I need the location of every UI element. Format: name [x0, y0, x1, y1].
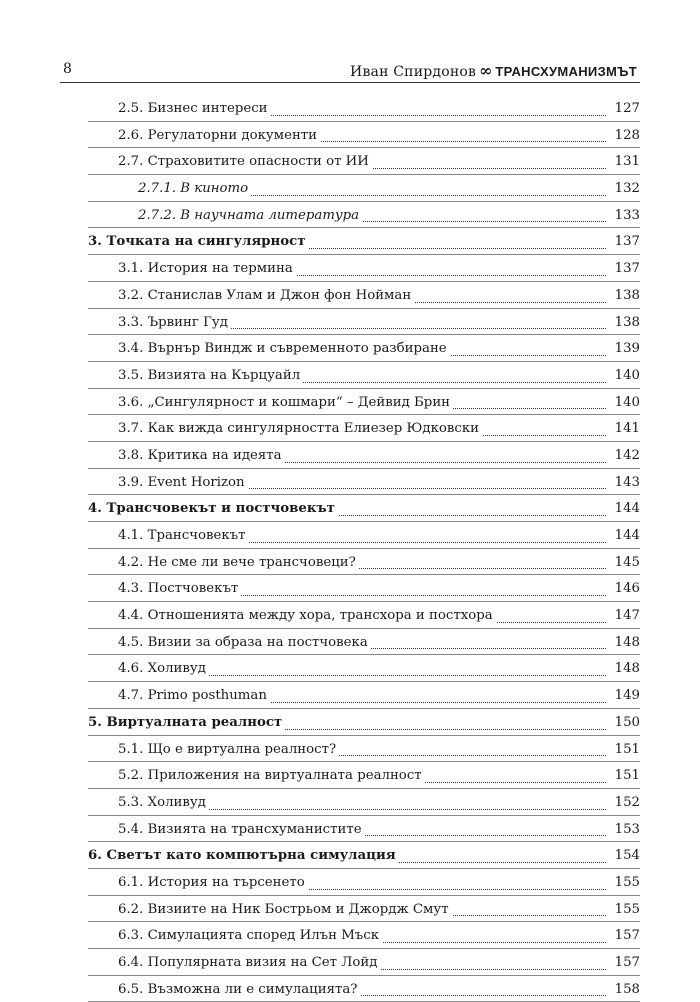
- toc-entry-title: 3.5. Визията на Кърцуайл: [118, 368, 303, 383]
- toc-entry: [60, 148, 640, 175]
- toc-entry: [60, 175, 640, 202]
- toc-entry: [60, 495, 640, 522]
- toc-entry-title: 6.1. История на търсенето: [118, 875, 308, 890]
- toc-entry: [60, 949, 640, 976]
- toc-entry-title: 3.4. Върнър Виндж и съвременното разбиране: [118, 341, 450, 356]
- toc-entry: [60, 442, 640, 469]
- toc-entry-page: 141: [614, 421, 640, 437]
- toc-entry-page: 140: [614, 367, 640, 383]
- toc-entry-title: 2.7.1. В киното: [138, 181, 251, 196]
- toc-entry-title: 2.6. Регулаторни документи: [118, 128, 320, 143]
- toc-entry-page: 150: [614, 714, 640, 730]
- header-rule: [60, 82, 640, 83]
- toc-entry-page: 139: [614, 341, 640, 357]
- toc-entry: [60, 896, 640, 923]
- toc-entry-page: 127: [614, 101, 640, 116]
- toc-entry-page: 155: [614, 874, 640, 890]
- toc-entry-page: 138: [614, 287, 640, 303]
- toc-entry: [60, 789, 640, 816]
- toc-entry-page: 128: [614, 127, 640, 143]
- toc-entry: [60, 922, 640, 949]
- toc-entry: [60, 522, 640, 549]
- author-name: Иван Спирдонов: [350, 64, 477, 80]
- toc-entry-title: 3.3. Ървинг Гуд: [118, 315, 231, 330]
- toc-entry-page: 143: [614, 474, 640, 490]
- toc-entry: [60, 362, 640, 389]
- toc-entry-title: 3.9. Event Horizon: [118, 475, 248, 490]
- toc-entry-title: 4.4. Отношенията между хора, трансхора и постхора: [118, 608, 496, 623]
- page-header: [60, 59, 640, 79]
- toc-entry-title: 5.3. Холивуд: [118, 795, 209, 810]
- toc-entry-page: 155: [614, 901, 640, 917]
- toc-entry: [60, 709, 640, 736]
- toc-entry-title: 6.4. Популярната визия на Сет Лойд: [118, 955, 380, 970]
- toc-entry: [60, 655, 640, 682]
- toc-entry-title: 2.7.2. В научната литература: [138, 208, 362, 223]
- toc-entry-page: 132: [614, 181, 640, 197]
- toc-entry-title: 4.5. Визии за образа на постчовека: [118, 635, 371, 650]
- toc-entry-page: 146: [614, 581, 640, 597]
- toc-entry-page: 149: [614, 688, 640, 704]
- toc-entry-title: 5.2. Приложения на виртуалната реалност: [118, 768, 425, 783]
- toc-entry-page: 151: [614, 741, 640, 757]
- toc-entry: [60, 228, 640, 255]
- toc-entry-page: 144: [614, 501, 640, 517]
- toc-entry-title: 3. Точката на сингулярност: [88, 234, 308, 249]
- toc-entry: [60, 549, 640, 576]
- running-head: [350, 61, 637, 80]
- toc-entry-title: 3.1. История на термина: [118, 261, 296, 276]
- toc-entry-page: 157: [614, 955, 640, 970]
- toc-entry: [60, 976, 640, 1002]
- page-number: 8: [63, 61, 72, 77]
- toc-entry: [60, 335, 640, 362]
- toc-entry-title: 3.2. Станислав Улам и Джон фон Нойман: [118, 288, 414, 303]
- toc-entry-title: 4.1. Трансчовекът: [118, 528, 249, 543]
- toc-entry: [60, 255, 640, 282]
- toc-entry-page: 157: [614, 928, 640, 944]
- toc-entry: [60, 602, 640, 629]
- toc-entry-title: 6.5. Възможна ли е симулацията?: [118, 982, 360, 997]
- toc-entry-page: 153: [614, 821, 640, 837]
- toc-entry-title: 2.5. Бизнес интереси: [118, 101, 271, 116]
- toc-entry: [60, 816, 640, 843]
- toc-entry: [60, 282, 640, 309]
- table-of-contents: [60, 95, 640, 1002]
- toc-entry: [60, 202, 640, 229]
- toc-entry-title: 3.6. „Сингулярност и кошмари“ – Дейвид Брин: [118, 395, 453, 410]
- toc-entry-title: 4. Трансчовекът и постчовекът: [88, 501, 338, 516]
- toc-entry-page: 152: [614, 794, 640, 810]
- toc-entry: [60, 629, 640, 656]
- toc-entry-title: 5.4. Визията на трансхуманистите: [118, 822, 365, 837]
- toc-entry-page: 154: [614, 848, 640, 864]
- toc-entry-page: 148: [614, 634, 640, 650]
- toc-entry-title: 6. Светът като компютърна симулация: [88, 848, 399, 863]
- book-title: ТРАНСХУМАНИЗМЪТ: [495, 64, 637, 79]
- toc-entry-page: 138: [614, 314, 640, 330]
- toc-entry-title: 2.7. Страховитите опасности от ИИ: [118, 154, 372, 169]
- toc-entry-title: 4.7. Primo posthuman: [118, 688, 270, 703]
- toc-entry-title: 5.1. Що е виртуална реалност?: [118, 742, 339, 757]
- toc-entry-page: 140: [614, 394, 640, 410]
- toc-entry-title: 6.2. Визиите на Ник Бострьом и Джордж Смут: [118, 902, 452, 917]
- toc-entry: [60, 95, 640, 122]
- toc-entry-page: 148: [614, 661, 640, 677]
- toc-entry-title: 4.2. Не сме ли вече трансчовеци?: [118, 555, 359, 570]
- toc-entry-page: 133: [614, 207, 640, 223]
- toc-entry-title: 4.3. Постчовекът: [118, 581, 241, 596]
- toc-entry-title: 3.7. Как вижда сингулярността Елиезер Юдковски: [118, 421, 482, 436]
- toc-entry-page: 147: [614, 608, 640, 624]
- toc-entry: [60, 309, 640, 336]
- toc-entry: [60, 389, 640, 416]
- toc-entry-page: 144: [614, 528, 640, 543]
- infinity-separator: ∞: [479, 61, 493, 80]
- toc-entry: [60, 469, 640, 496]
- toc-entry-page: 137: [614, 261, 640, 277]
- toc-entry: [60, 122, 640, 149]
- toc-entry-page: 131: [614, 154, 640, 170]
- toc-entry-page: 145: [614, 554, 640, 570]
- toc-entry-page: 158: [614, 981, 640, 997]
- toc-entry: [60, 415, 640, 442]
- toc-entry-page: 137: [614, 234, 640, 250]
- toc-entry-title: 6.3. Симулацията според Илън Мъск: [118, 928, 382, 943]
- toc-entry: [60, 575, 640, 602]
- toc-entry: [60, 682, 640, 709]
- toc-entry: [60, 842, 640, 869]
- toc-entry-page: 142: [614, 447, 640, 463]
- toc-entry: [60, 736, 640, 763]
- toc-entry: [60, 762, 640, 789]
- toc-entry: [60, 869, 640, 896]
- toc-entry-page: 151: [614, 768, 640, 784]
- toc-entry-title: 4.6. Холивуд: [118, 661, 209, 676]
- toc-entry-title: 5. Виртуалната реалност: [88, 715, 285, 730]
- toc-entry-title: 3.8. Критика на идеята: [118, 448, 285, 463]
